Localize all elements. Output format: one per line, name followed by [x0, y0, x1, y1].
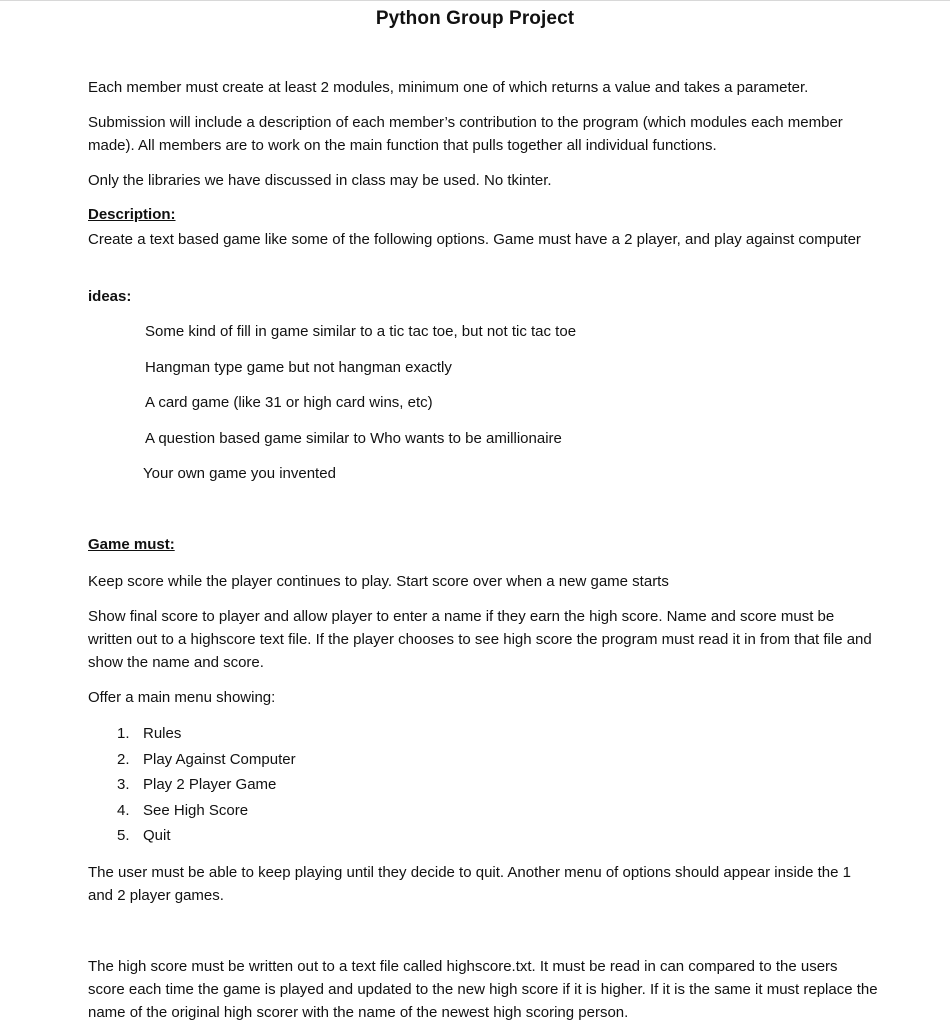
description-heading: Description: [88, 206, 176, 223]
idea-item: A question based game similar to Who wants to be amillionaire [145, 430, 562, 447]
menu-item-number: 5. [117, 827, 130, 844]
intro-paragraph-libraries: Only the libraries we have discussed in class may be used. No tkinter. [88, 172, 552, 189]
ideas-label: ideas: [88, 288, 132, 305]
page-title: Python Group Project [375, 8, 575, 29]
menu-item-label: Quit [143, 827, 171, 844]
menu-list-item [117, 725, 181, 742]
menu-item-number: 1. [117, 725, 130, 742]
menu-item-number: 2. [117, 751, 130, 768]
menu-item-label: Rules [143, 725, 182, 742]
idea-item: Hangman type game but not hangman exactly [145, 359, 452, 376]
idea-item: A card game (like 31 or high card wins, etc) [145, 394, 433, 411]
menu-list-item [117, 827, 171, 844]
description-text: Create a text based game like some of the following options. Game must have a 2 player, and play against computer [88, 231, 861, 248]
game-must-paragraph-score: Keep score while the player continues to play. Start score over when a new game starts [88, 573, 669, 590]
menu-item-label: Play Against Computer [143, 751, 296, 768]
idea-item: Your own game you invented [143, 465, 336, 482]
game-must-paragraph-highscore-file: The high score must be written out to a text file called highscore.txt. It must be read in can compared to the users score each time the game is played and updated to the new high score if it is higher. If it is the same it must replace the name of the original high scorer with the name of the newest high scoring person. [88, 958, 878, 1021]
intro-paragraph-modules: Each member must create at least 2 modules, minimum one of which returns a value and takes a parameter. [88, 79, 809, 96]
menu-list-item [117, 802, 248, 819]
intro-paragraph-submission: Submission will include a description of each member’s contribution to the program (which modules each member made). All members are to work on the main function that pulls together all individual functions. [88, 114, 843, 154]
menu-item-number: 3. [117, 776, 130, 793]
game-must-heading: Game must: [88, 536, 175, 553]
idea-item: Some kind of fill in game similar to a tic tac toe, but not tic tac toe [145, 323, 577, 340]
menu-list-item [117, 776, 276, 793]
game-must-paragraph-highscore: Show final score to player and allow player to enter a name if they earn the high score. Name and score must be written out to a highscore text file. If the player chooses to see high score the program must read it in from that file and show the name and score. [88, 608, 872, 671]
game-must-paragraph-menu-intro: Offer a main menu showing: [88, 689, 276, 706]
menu-list-item [117, 751, 296, 768]
menu-item-number: 4. [117, 802, 130, 819]
menu-item-label: See High Score [143, 802, 249, 819]
menu-item-label: Play 2 Player Game [143, 776, 277, 793]
game-must-paragraph-keep-playing: The user must be able to keep playing until they decide to quit. Another menu of options should appear inside the 1 and 2 player games. [88, 864, 852, 904]
